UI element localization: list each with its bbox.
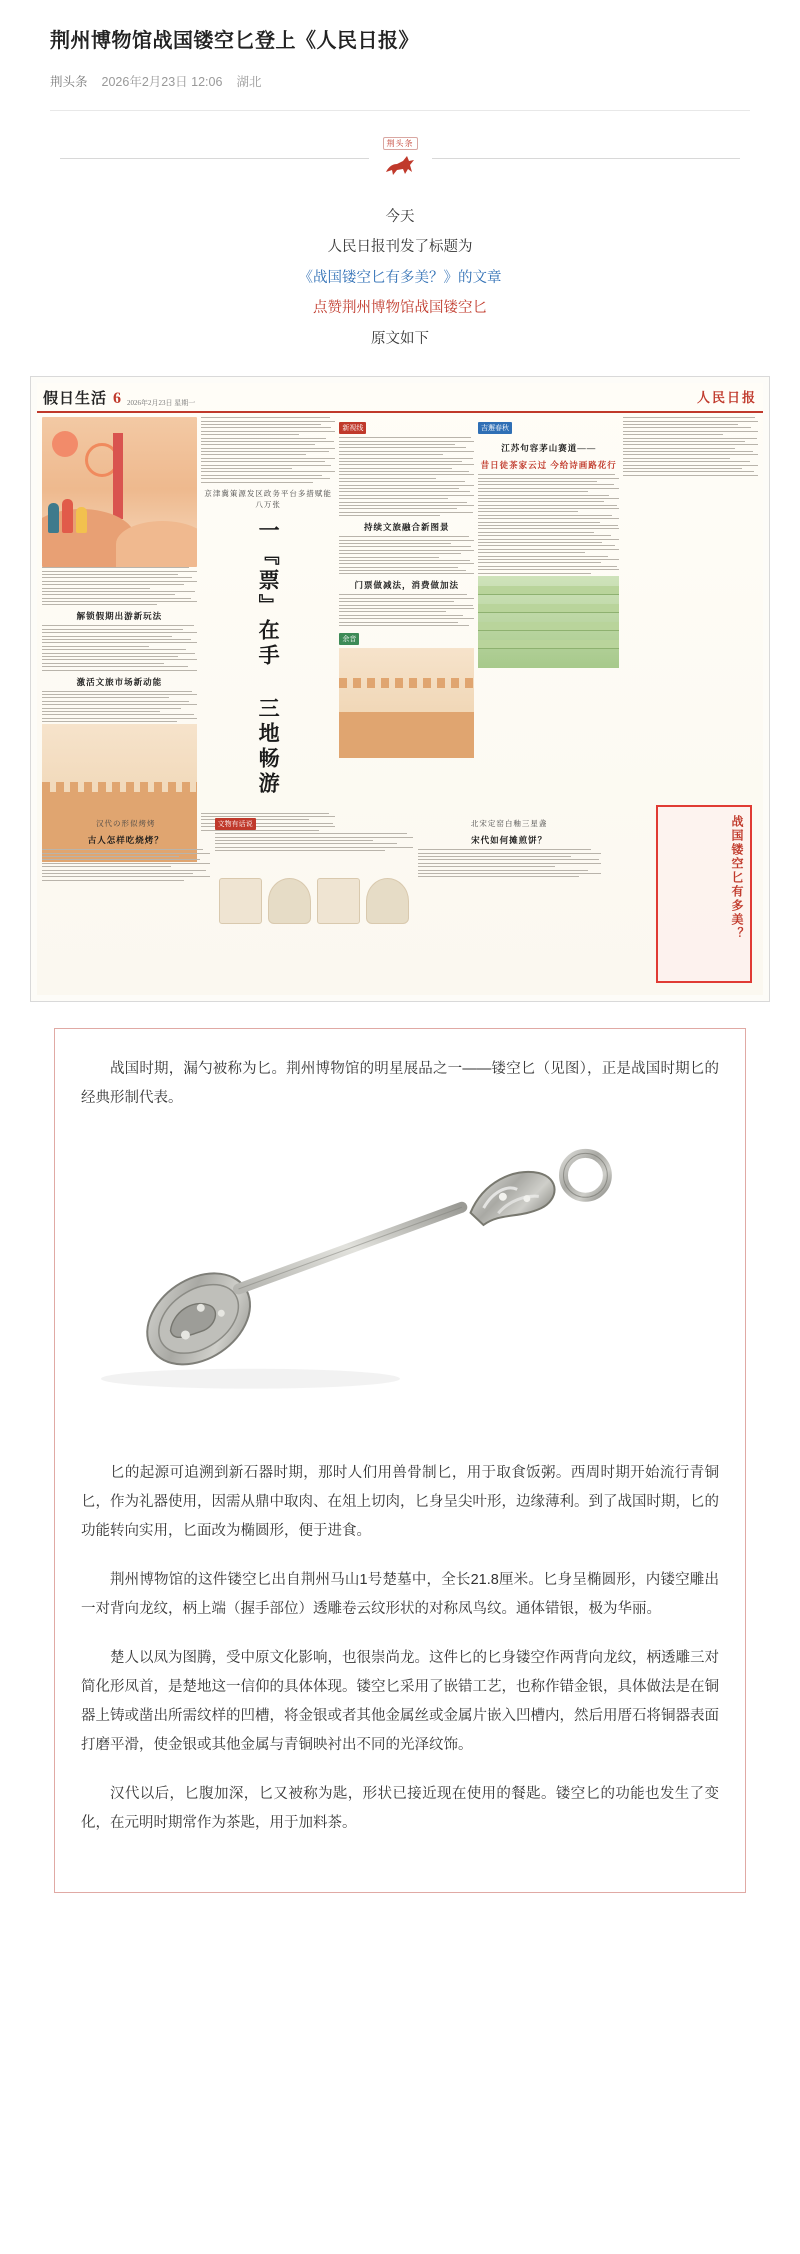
bottom-text-3 [418,849,601,877]
body-paragraph-2: 匕的起源可追溯到新石器时期，那时人们用兽骨制匕，用于取食饭粥。西周时期开始流行青铜匕，作为礼器使用，因需从鼎中取肉、在俎上切肉，匕身呈尖叶形，边缘薄利。到了战国时期，匕的功能转向实用，匕面改为椭圆形，便于进食。 [81,1465,719,1540]
artifact-photos-row [215,854,413,924]
bottom-title-1: 古人怎样吃烧烤？ [87,835,164,846]
newspaper-headline: 一『票』在手 三地畅游 [256,518,281,797]
newspaper-page [37,383,763,995]
article-datetime: 2026年2月23日 12:06 [101,75,223,89]
column-4-text-block-a [478,474,619,573]
headline-vertical-box [201,513,336,813]
column-1-text-block-c [42,691,197,723]
newspaper-scan-image [30,376,770,1002]
column-2-text-block-a [201,417,336,482]
article-header [0,0,800,90]
elderly-travellers-illustration [339,648,474,758]
intro-line-1: 今天 [385,209,415,225]
bottom-kicker-1: 汉代の形似烤烤 [96,819,156,829]
tag-new-perspective: 新视线 [339,422,366,434]
highlighted-article-title: 战国镂空匕有多美？ [730,815,744,942]
column-3-subhead-2: 门票做减法，消费做加法 [354,580,459,591]
intro-line-4: 点赞荆州博物馆战国镂空匕 [313,300,487,317]
body-paragraph-4: 楚人以凤为图腾，受中原文化影响，也很崇尚龙。这件匕的匕身镂空作两背向龙纹，柄透雕三对简化形凤首，是楚地这一信仰的具体体现。镂空匕采用了嵌错工艺，也称作错金银，具体做法是在铜器上铸或凿出所需纹样的凹槽，将金银或者其他金属丝或金属片嵌入凹槽内，然后用厝石将铜器表面打磨平滑，使金银或其他金属与青铜映衬出不同的光泽纹饰。 [81,1650,719,1754]
column-2-kicker: 京津冀策源发区政务平台多措赋能八万张 [204,488,332,509]
column-1-subhead-2: 激活文旅市场新动能 [76,676,163,687]
artifact-photo-2 [268,878,311,924]
column-4-subhead-2: 昔日徒茶家云过 今给诗画路花行 [480,460,617,471]
column-5-text-block-a [623,417,758,476]
column-1-text-block-b [42,625,197,670]
body-paragraph-3: 荆州博物馆的这件镂空匕出自荆州马山1号楚墓中，全长21.8厘米。匕身呈椭圆形，内镂空雕出一对背向龙纹，柄上端（握手部位）透雕卷云纹形状的对称凤鸟纹。通体错银，极为华丽。 [81,1572,719,1618]
intro-line-3: 《战国镂空匕有多美？》的文章 [298,269,502,286]
intro-line-2: 人民日报刊发了标题为 [327,239,473,256]
newspaper-masthead [37,383,763,413]
article-meta [50,72,750,90]
bottom-text-1 [42,849,210,881]
article-region: 湖北 [236,75,262,89]
column-1-subhead-1: 解锁假期出游新玩法 [76,611,163,622]
column-3-text-block-c [339,594,474,626]
article-body [54,1028,746,1893]
newspaper-bottom-band [42,813,758,989]
brand-badge [369,137,432,178]
intro-line-5: 原文如下 [371,330,429,347]
page-title: 荆州博物馆战国镂空匕登上《人民日报》 [50,30,419,52]
newspaper-date-line: 2026年2月23日 星期一 [127,399,196,408]
column-3-text-block-a [339,437,474,516]
tag-ancient-spring-autumn: 吉邂春秋 [478,422,512,434]
intro-block [0,202,800,354]
column-4-subhead-1: 江苏句容茅山赛道—— [501,443,597,454]
body-paragraph-5: 汉代以后，匕腹加深，匕又被称为匙，形状已接近现在使用的餐匙。镂空匕的功能也发生了变化，在元明时期常作为茶匙，用于加料茶。 [81,1786,719,1832]
running-horse-icon [383,152,417,178]
brand-logo-row [0,137,800,178]
artifact-photo-4 [366,878,409,924]
tag-lingering-sound: 余音 [339,633,359,645]
highlighted-article-box [656,805,752,983]
artifact-photo-1 [219,878,262,924]
body-paragraph-1: 战国时期，漏勺被称为匕。荆州博物馆的明星展品之一——镂空匕（见图），正是战国时期匕的经典形制代表。 [81,1061,719,1107]
bottom-title-2: 宋代如何摊煎饼？ [471,835,548,846]
article-source: 荆头条 [50,75,88,89]
newspaper-brand: 人民日报 [696,390,757,406]
newspaper-section-name: 假日生活 [43,391,108,408]
terraced-fields-photo [478,576,619,668]
travel-illustration [42,417,197,567]
newspaper-page-number: 6 [113,390,122,408]
header-divider [50,110,750,111]
tag-artifacts-speak: 文物有话说 [215,818,256,830]
column-3-text-block-b [339,536,474,574]
artifact-photo-main [81,1133,719,1433]
brand-tag-label: 荆头条 [383,137,418,150]
column-3-subhead-1: 持续文旅融合新图景 [363,522,450,533]
bottom-kicker-2: 北宋定窑白釉三星盏 [470,819,548,829]
column-1-text-block-a [42,567,197,605]
artifact-photo-3 [317,878,360,924]
bottom-text-2 [215,833,413,851]
